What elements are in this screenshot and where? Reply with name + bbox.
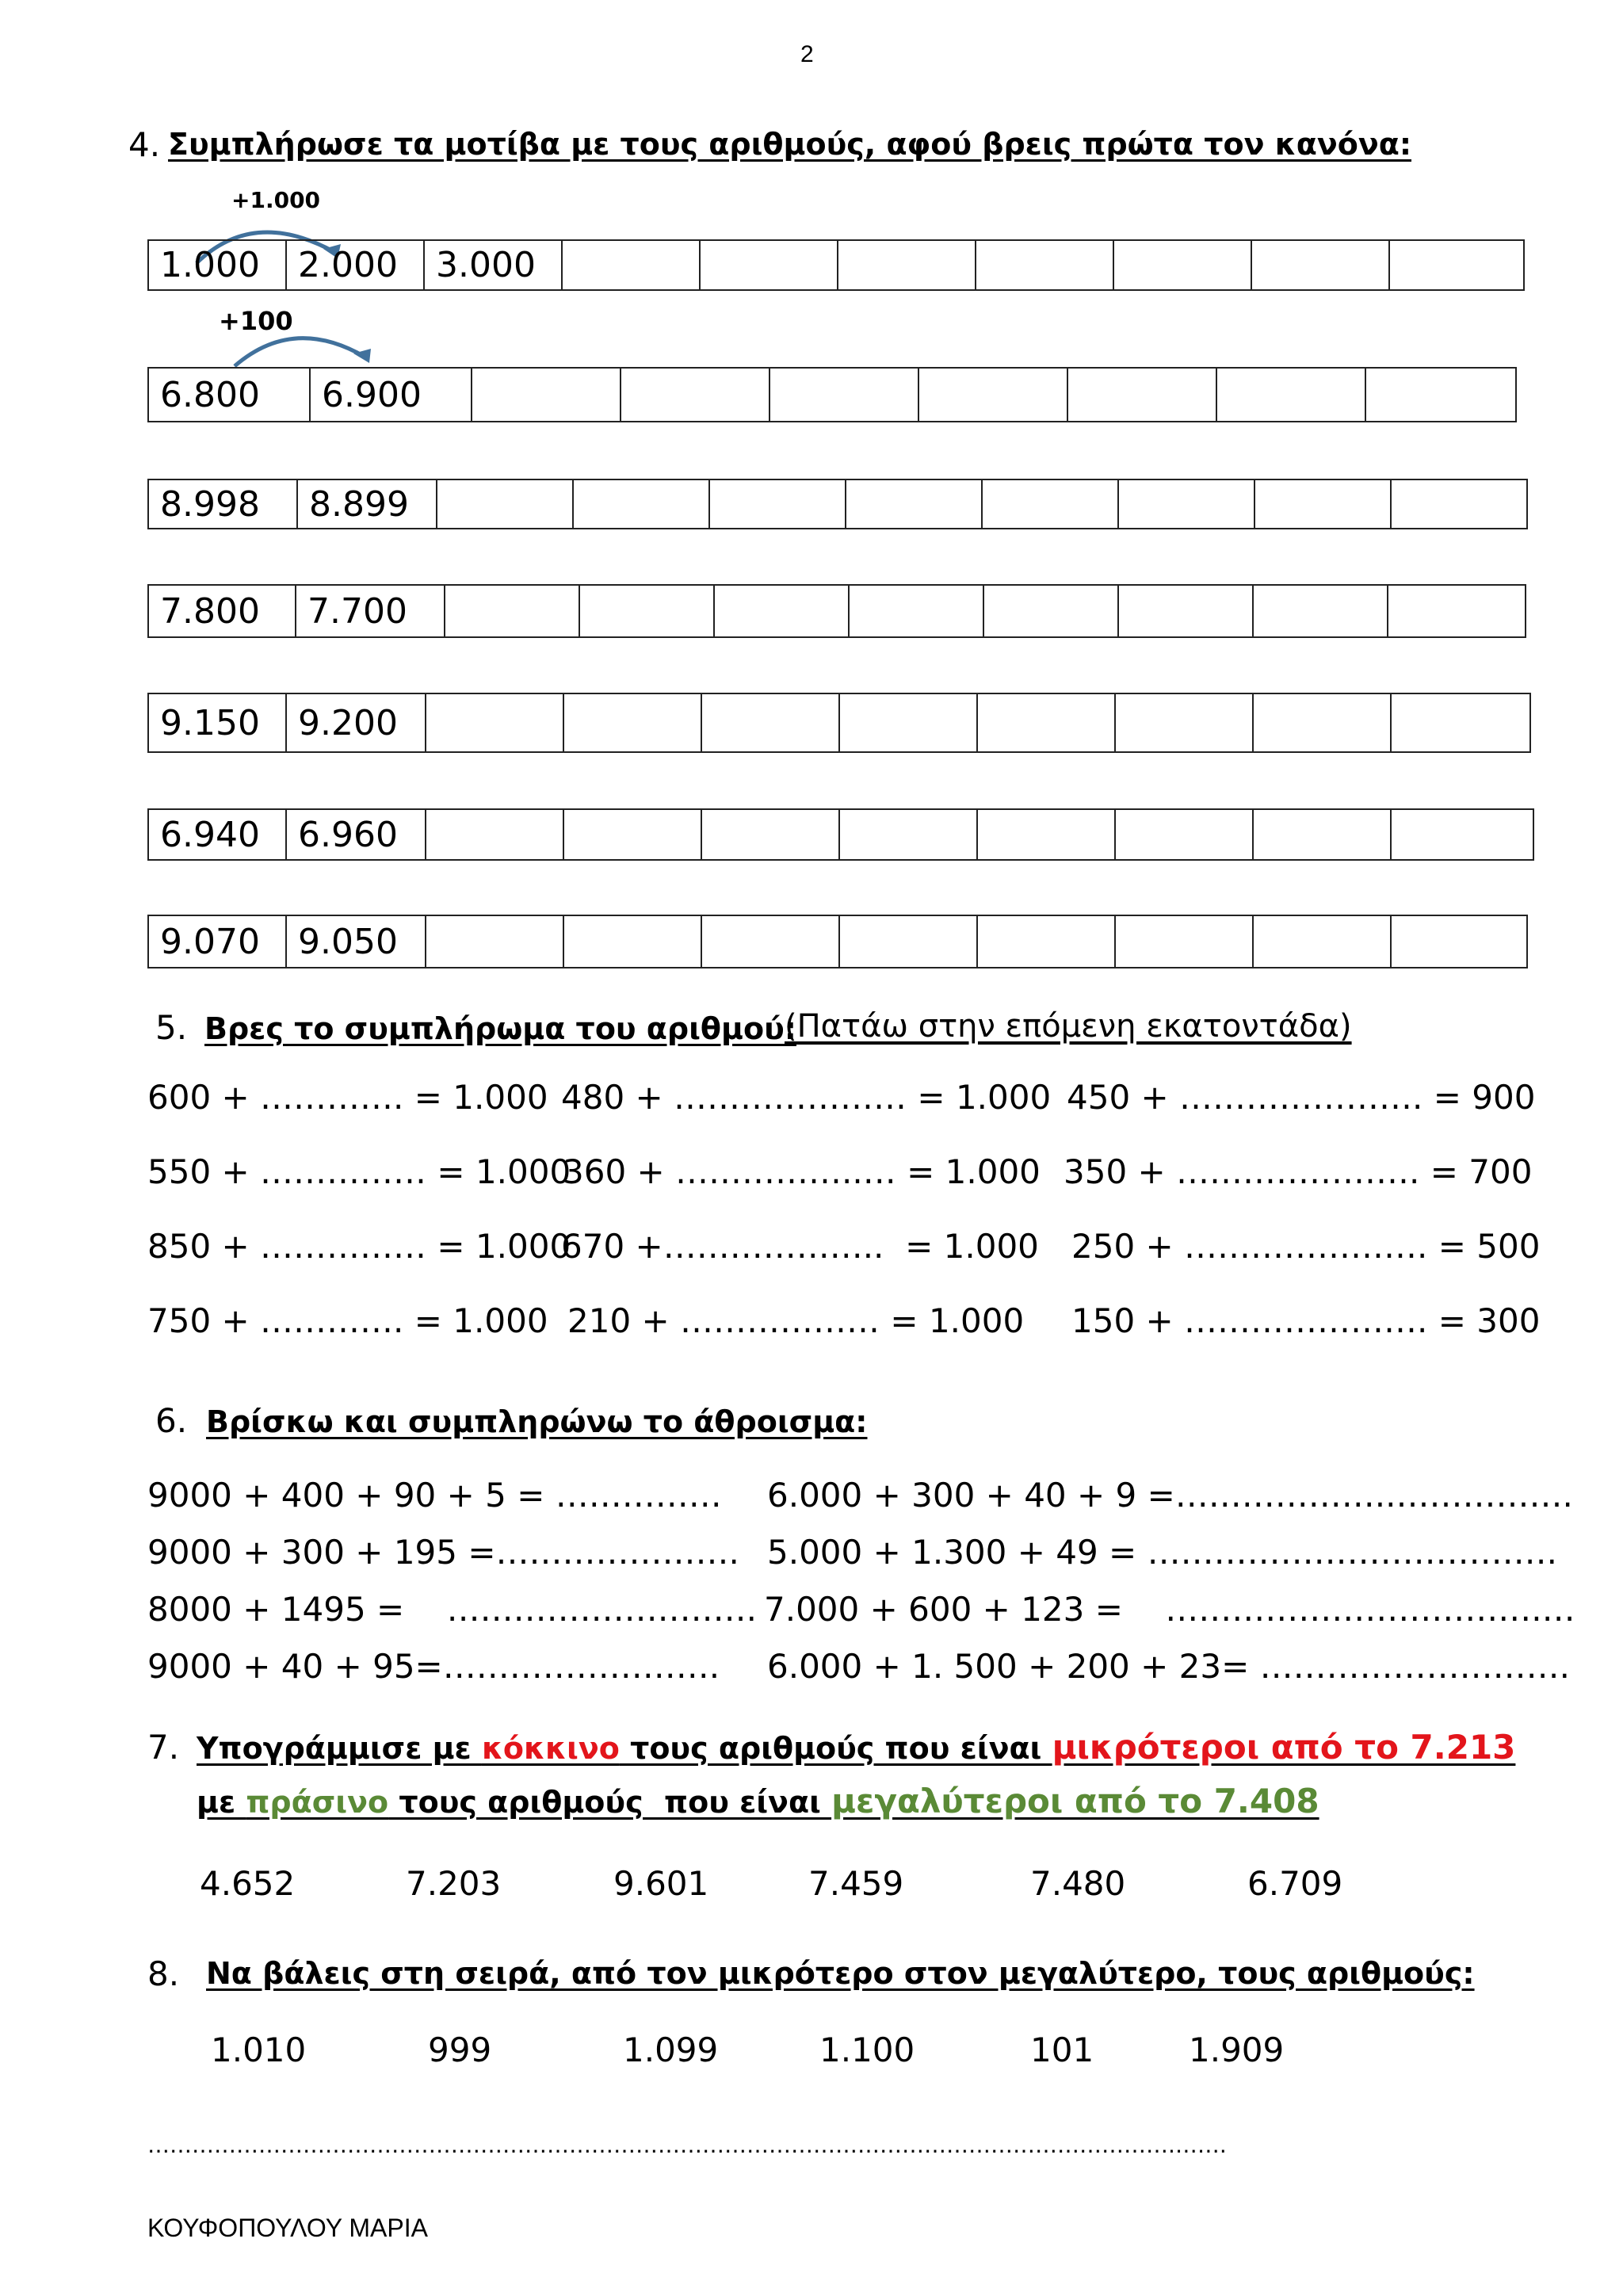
pattern-blank-cell[interactable]: [1391, 479, 1527, 529]
pattern-blank-cell[interactable]: [709, 479, 846, 529]
pattern-blank-cell[interactable]: [563, 915, 701, 968]
pattern-blank-cell[interactable]: [701, 809, 839, 860]
pattern-row-6: [147, 808, 1534, 861]
q8-number: 8.: [147, 1954, 180, 1993]
q6-title: Βρίσκω και συμπληρώνω το άθροισμα:: [206, 1404, 868, 1439]
pattern-cell: 8.998: [148, 479, 297, 529]
pattern-blank-cell[interactable]: [1391, 809, 1533, 860]
pattern-blank-cell[interactable]: [983, 585, 1118, 637]
q5-exercise: 480 + ………………… = 1.000: [561, 1078, 1052, 1117]
q4-hint-plus-100: +100: [219, 306, 293, 336]
pattern-blank-cell[interactable]: [563, 693, 701, 752]
pattern-cell: 2.000: [286, 240, 424, 290]
pattern-blank-cell[interactable]: [1118, 585, 1253, 637]
pattern-blank-cell[interactable]: [562, 240, 700, 290]
pattern-blank-cell[interactable]: [1253, 809, 1391, 860]
pattern-blank-cell[interactable]: [977, 693, 1115, 752]
pattern-blank-cell[interactable]: [839, 809, 977, 860]
page-number: 2: [800, 41, 814, 67]
pattern-blank-cell[interactable]: [426, 809, 563, 860]
pattern-blank-cell[interactable]: [1251, 240, 1389, 290]
pattern-blank-cell[interactable]: [426, 915, 563, 968]
q8-number-item: 101: [1030, 2030, 1094, 2069]
pattern-cell: 7.700: [296, 585, 445, 637]
q5-exercise: 360 + ……………..… = 1.000: [563, 1152, 1041, 1191]
q5-note: (Πατάω στην επόμενη εκατοντάδα): [785, 1008, 1352, 1045]
q5-exercise: 350 + …………………. = 700: [1064, 1152, 1533, 1191]
pattern-cell: 7.800: [148, 585, 296, 637]
pattern-blank-cell[interactable]: [977, 809, 1115, 860]
pattern-blank-cell[interactable]: [445, 585, 579, 637]
pattern-blank-cell[interactable]: [621, 368, 769, 422]
pattern-blank-cell[interactable]: [1389, 240, 1524, 290]
pattern-blank-cell[interactable]: [1118, 479, 1254, 529]
pattern-blank-cell[interactable]: [918, 368, 1067, 422]
pattern-blank-cell[interactable]: [1216, 368, 1365, 422]
q5-exercise: 450 + …………………. = 900: [1067, 1078, 1536, 1117]
pattern-blank-cell[interactable]: [838, 240, 976, 290]
pattern-blank-cell[interactable]: [1391, 693, 1530, 752]
pattern-row-4: [147, 584, 1526, 638]
q8-answer-line[interactable]: ………………………………………………………………………………………………………………………….…….: [147, 2132, 1227, 2158]
pattern-cell: 8.899: [297, 479, 437, 529]
pattern-blank-cell[interactable]: [1253, 693, 1391, 752]
pattern-blank-cell[interactable]: [573, 479, 709, 529]
q5-number: 5.: [155, 1008, 188, 1047]
pattern-blank-cell[interactable]: [701, 693, 839, 752]
q7-number-item[interactable]: 4.652: [200, 1864, 296, 1903]
pattern-blank-cell[interactable]: [1115, 809, 1253, 860]
q6-sum: 6.000 + 300 + 40 + 9 =………………..…………….: [767, 1476, 1573, 1515]
pattern-blank-cell[interactable]: [472, 368, 621, 422]
pattern-blank-cell[interactable]: [563, 809, 701, 860]
pattern-blank-cell[interactable]: [701, 915, 839, 968]
q5-title: Βρες το συμπλήρωμα του αριθμού:: [204, 1011, 796, 1046]
q7-number-item[interactable]: 7.459: [808, 1864, 904, 1903]
q7-number-item[interactable]: 7.203: [406, 1864, 502, 1903]
q6-sum: 8000 + 1495 = ……………………….: [147, 1590, 757, 1629]
q5-exercise: 150 + …………………. = 300: [1071, 1301, 1541, 1340]
q8-number-item: 1.010: [211, 2030, 307, 2069]
q4-title: Συμπλήρωσε τα μοτίβα με τους αριθμούς, αφού βρεις πρώτα τον κανόνα:: [168, 127, 1412, 162]
pattern-blank-cell[interactable]: [1253, 915, 1391, 968]
q5-exercise: 250 + …………………. = 500: [1071, 1227, 1541, 1266]
q7-number-item[interactable]: 6.709: [1247, 1864, 1343, 1903]
pattern-blank-cell[interactable]: [839, 693, 977, 752]
q7-instruction-line1: Υπογράμμισε με κόκκινο τους αριθμούς που είναι μικρότεροι από το 7.213: [197, 1728, 1516, 1767]
author-footer: ΚΟΥΦΟΠΟΥΛΟΥ ΜΑΡΙΑ: [147, 2214, 428, 2242]
q4-hint-plus-1000: +1.000: [231, 187, 321, 213]
pattern-blank-cell[interactable]: [982, 479, 1118, 529]
q6-sum: 9000 + 40 + 95=…………………….: [147, 1647, 720, 1686]
q5-exercise: 850 + …………… = 1.000: [147, 1227, 571, 1266]
pattern-blank-cell[interactable]: [1067, 368, 1216, 422]
pattern-blank-cell[interactable]: [579, 585, 714, 637]
q8-number-item: 1.099: [623, 2030, 719, 2069]
pattern-cell: 6.940: [148, 809, 286, 860]
q4-number: 4.: [128, 125, 161, 164]
pattern-blank-cell[interactable]: [700, 240, 838, 290]
green-word: πράσινο: [246, 1785, 389, 1820]
arrow-icon: [230, 325, 388, 372]
q6-sum: 9000 + 300 + 195 =………………….: [147, 1533, 739, 1572]
pattern-blank-cell[interactable]: [977, 915, 1115, 968]
pattern-cell: 9.050: [286, 915, 426, 968]
q8-number-item: 1.909: [1189, 2030, 1285, 2069]
q6-sum: 5.000 + 1.300 + 49 = ……………………………….: [767, 1533, 1557, 1572]
pattern-cell: 6.800: [148, 368, 310, 422]
pattern-cell: 9.200: [286, 693, 426, 752]
pattern-blank-cell[interactable]: [1253, 585, 1388, 637]
pattern-cell: 1.000: [148, 240, 286, 290]
pattern-row-7: [147, 915, 1528, 968]
q6-sum: 7.000 + 600 + 123 = …………………………….…: [764, 1590, 1575, 1629]
pattern-blank-cell[interactable]: [976, 240, 1113, 290]
pattern-cell: 6.900: [310, 368, 472, 422]
q7-number-item[interactable]: 9.601: [613, 1864, 709, 1903]
pattern-cell: 9.150: [148, 693, 286, 752]
pattern-blank-cell[interactable]: [839, 915, 977, 968]
pattern-cell: 3.000: [424, 240, 562, 290]
pattern-cell: 6.960: [286, 809, 426, 860]
pattern-row-5: [147, 693, 1531, 753]
pattern-blank-cell[interactable]: [1115, 915, 1253, 968]
q6-sum: 9000 + 400 + 90 + 5 = ……………: [147, 1476, 722, 1515]
pattern-blank-cell[interactable]: [846, 479, 982, 529]
red-word: κόκκινο: [481, 1731, 620, 1766]
q5-exercise: 550 + …………… = 1.000: [147, 1152, 571, 1191]
q5-exercise: 670 +……………….. = 1.000: [561, 1227, 1039, 1266]
q5-exercise: 600 + …………. = 1.000: [147, 1078, 548, 1117]
pattern-cell: 9.070: [148, 915, 286, 968]
pattern-blank-cell[interactable]: [437, 479, 573, 529]
q7-instruction-line2: με πράσινο τους αριθμούς που είναι μεγαλύτεροι από το 7.408: [197, 1782, 1319, 1820]
red-condition: μικρότεροι από το 7.213: [1052, 1728, 1516, 1767]
q8-number-item: 999: [428, 2030, 492, 2069]
pattern-blank-cell[interactable]: [1254, 479, 1391, 529]
pattern-blank-cell[interactable]: [849, 585, 983, 637]
pattern-blank-cell[interactable]: [714, 585, 849, 637]
pattern-blank-cell[interactable]: [1391, 915, 1527, 968]
pattern-row-2: [147, 367, 1517, 422]
q5-exercise: 210 + ……………… = 1.000: [567, 1301, 1025, 1340]
pattern-blank-cell[interactable]: [769, 368, 918, 422]
pattern-row-3: [147, 479, 1528, 529]
q8-title: Να βάλεις στη σειρά, από τον μικρότερο στον μεγαλύτερο, τους αριθμούς:: [206, 1956, 1475, 1991]
q5-exercise: 750 + …………. = 1.000: [147, 1301, 548, 1340]
pattern-blank-cell[interactable]: [426, 693, 563, 752]
q7-number-item[interactable]: 7.480: [1030, 1864, 1126, 1903]
pattern-blank-cell[interactable]: [1115, 693, 1253, 752]
green-condition: μεγαλύτεροι από το 7.408: [831, 1782, 1319, 1820]
q6-sum: 6.000 + 1. 500 + 200 + 23= ……………………….: [767, 1647, 1571, 1686]
pattern-blank-cell[interactable]: [1365, 368, 1516, 422]
pattern-blank-cell[interactable]: [1388, 585, 1526, 637]
q8-number-item: 1.100: [819, 2030, 915, 2069]
pattern-row-1: [147, 239, 1525, 291]
q7-number: 7.: [147, 1728, 180, 1767]
q6-number: 6.: [155, 1401, 188, 1440]
pattern-blank-cell[interactable]: [1113, 240, 1251, 290]
